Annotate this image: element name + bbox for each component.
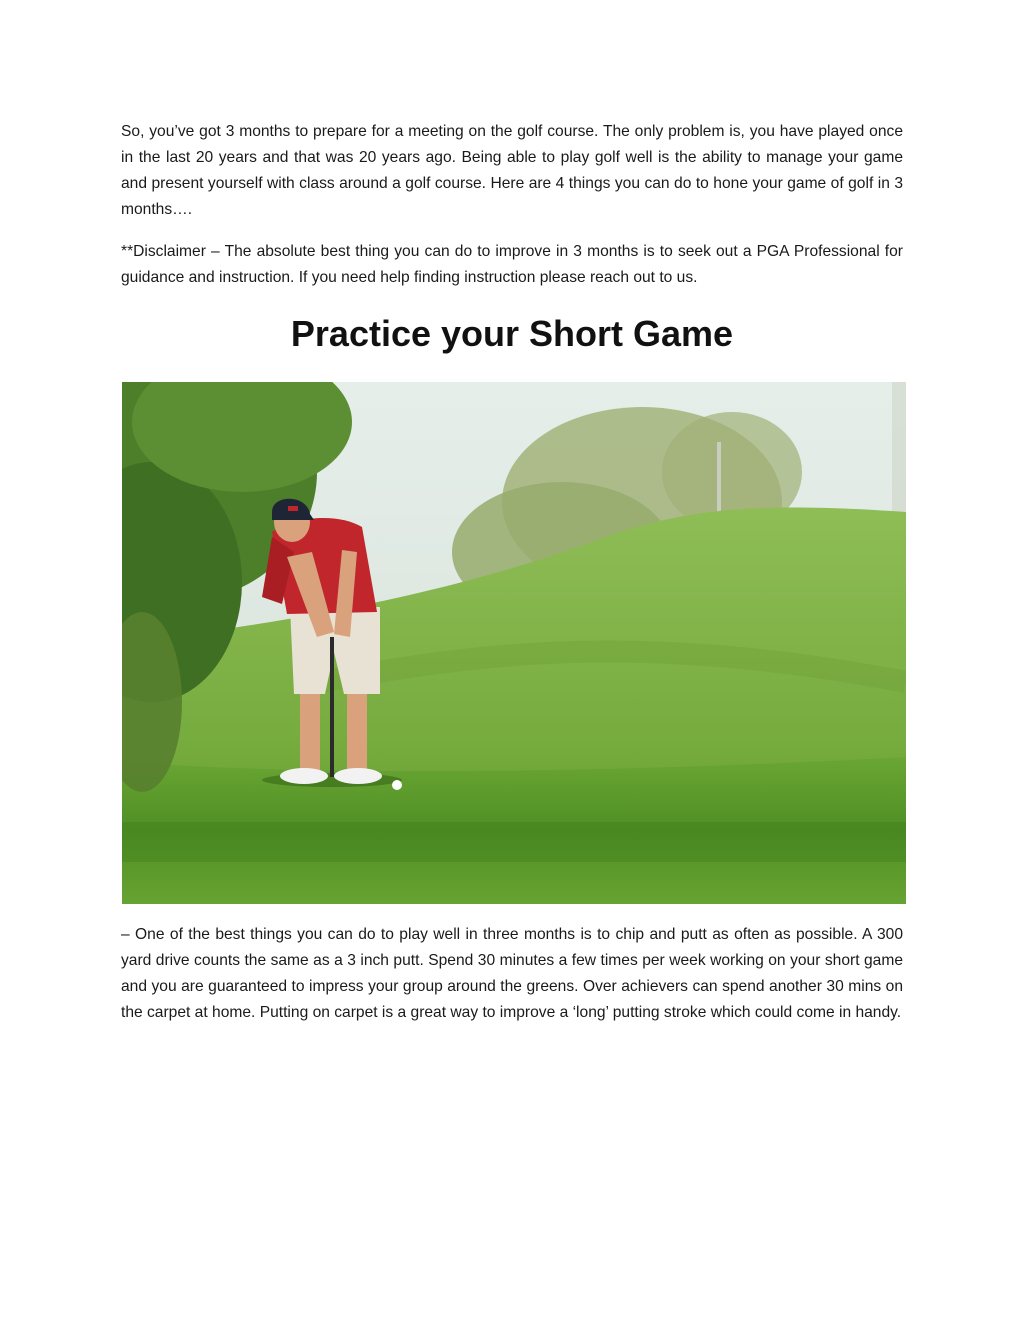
intro-paragraph: So, you’ve got 3 months to prepare for a meeting on the golf course. The only problem is, you have played once in the last 20 years and that was 20 years ago. Being able to play golf well is the ability to manage your game and present yourself with class around a golf course. Here are 4 things you can do to hone your game of golf in 3 months…. [121, 123, 903, 218]
section-heading: Practice your Short Game [290, 313, 734, 354]
golfer-putting-photo [122, 382, 906, 904]
disclaimer-paragraph: **Disclaimer – The absolute best thing you can do to improve in 3 months is to seek out a PGA Professional for guidance and instruction. If you need help finding instruction please reach out to us. [121, 243, 903, 286]
body-paragraph: – One of the best things you can do to play well in three months is to chip and putt as often as possible. A 300 yard drive counts the same as a 3 inch putt. Spend 30 minutes a few times per week working on your short game and you are guaranteed to impress your group around the greens. Over achievers can spend another 30 mins on the carpet at home. Putting on carpet is a great way to improve a ‘long’ putting stroke which could come in handy. [121, 926, 903, 1021]
